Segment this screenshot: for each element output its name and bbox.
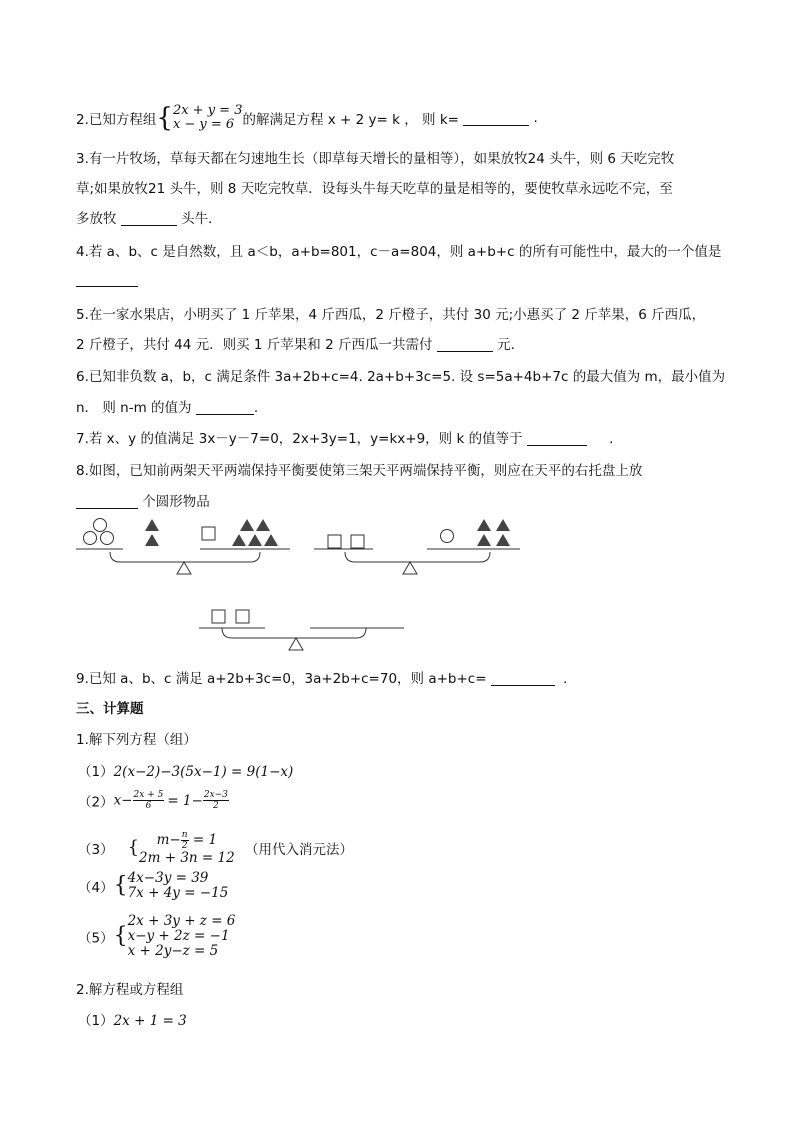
question-2 [76,104,538,134]
q2-eq1: 2x + y = 3 [172,103,243,118]
circle-shape [94,519,107,532]
triangle-shape [248,534,262,546]
calc1-part3 [78,830,353,866]
q4-answer-blank[interactable] [76,272,138,288]
q3-line2: 草;如果放牧21 头牛，则 8 天吃完牧草．设每头牛每天吃草的量是相等的，要使牧草永远吃不完，至 [76,181,673,197]
triangle-shape [496,534,510,546]
triangle-shape [232,534,246,546]
q9-pre: 9.已知 a、b、c 满足 a+2b+3c=0，3a+2b+c=70，则 a+b+c= [76,671,487,687]
fraction: $\frac{2x + 5}{6}$ [133,790,164,811]
triangle-shape [256,519,270,531]
circle-shape [101,532,114,545]
circle-shape [441,530,454,543]
calc1-title: 1.解下列方程（组） [76,732,197,748]
part-label: （4） [78,880,114,896]
q6-line2 [76,396,258,416]
part-label: （5） [78,930,114,947]
calc1-part5 [78,914,235,959]
q6-line1: 6.已知非负数 a，b，c 满足条件 3a+2b+c=4. 2a+b+3c=5. 设 s=5a+4b+7c 的最大值为 m，最小值为 [76,369,726,385]
calc1-part2 [78,790,229,811]
q6-line2-post: . [253,400,259,416]
q5-line2 [76,333,524,353]
q9-post: . [563,671,568,687]
square-shape [351,535,364,548]
calc1-part1 [78,760,293,780]
triangle-shape [477,534,491,546]
q7-pre: 7.若 x、y 的值满足 3x－y－7=0，2x+3y=1，y=kx+9，则 k 的值等于 [76,431,523,447]
part-label: （3） [78,842,114,858]
system: 4x−3y = 39 7x + 4y = −15 [127,870,229,901]
q9-line [76,667,567,687]
system-brace: { [156,103,173,133]
q5-line1: 5.在一家水果店，小明买了 1 斤苹果，4 斤西瓜，2 斤橙子，共付 30 元;小惠买了 2 斤苹果，6 斤西瓜， [76,307,706,323]
q6-answer-blank[interactable] [196,400,254,415]
balance-figure [0,512,794,672]
q3-line3-pre: 多放牧 [76,211,117,227]
q2-answer-blank[interactable] [463,111,529,126]
system-brace: { [113,923,128,949]
q6-line2-pre: n． 则 n-m 的值为 [76,400,192,416]
q5-line2-post: 元． [497,337,525,353]
q9-answer-blank[interactable] [491,671,555,686]
q3-line3-post: 头牛． [181,211,222,227]
q7-post: . [609,431,614,447]
square-shape [212,610,225,623]
calc1-part4 [78,871,228,901]
system: m− $\frac{n}{2}$ = 1 2m + 3n = 12 [139,830,235,866]
balance-2 [314,530,520,575]
q8-line2 [76,490,210,510]
q2-eq2: x − y = 6 [172,117,235,132]
q7-line [76,427,613,447]
q2-prefix: 2.已知方程组 [76,112,157,128]
triangle-shape [145,519,159,531]
q8-answer-blank[interactable] [76,494,138,509]
equation: 2x + 1 = 3 [113,1013,187,1029]
q8-line1: 8.如图，已知前两架天平两端保持平衡要使第三架天平两端保持平衡，则应在天平的右托盘上放 [76,463,643,479]
triangle-shape [496,519,510,531]
method-note: （用代入消元法） [244,842,353,858]
square-shape [236,610,249,623]
triangle-shape [264,534,278,546]
fraction: $\frac{2x-3}{2}$ [203,790,228,811]
part-label: （2） [78,794,114,811]
triangle-shape [145,534,159,546]
calc2-title: 2.解方程或方程组 [76,982,184,998]
eq-text: x− [113,792,133,809]
q5-line2-pre: 2 斤橙子，共付 44 元．则买 1 斤苹果和 2 斤西瓜一共需付 [76,337,433,353]
system-brace: { [127,837,140,858]
calc2-part1 [78,1009,187,1029]
part-label: （1） [78,764,114,780]
eq-text: = 1− [167,792,203,809]
q2-system [173,104,243,132]
q3-answer-blank[interactable] [121,211,177,226]
q5-answer-blank[interactable] [437,337,493,352]
section-heading: 三、计算题 [76,701,144,717]
balance-3 [199,610,404,650]
part-label: （1） [78,1013,114,1029]
q2-suffix: 的解满足方程 x + 2 y= k ， 则 k= [242,112,459,128]
q2-end: . [533,110,538,126]
q3-line3 [76,207,222,227]
q7-answer-blank[interactable] [527,431,587,446]
balance-1 [76,519,290,575]
circle-shape [84,532,97,545]
square-shape [328,535,341,548]
equation: 2(x−2)−3(5x−1) = 9(1−x) [113,764,294,780]
triangle-shape [477,519,491,531]
system-brace: { [113,873,128,898]
q3-line1: 3.有一片牧场，草每天都在匀速地生长（即草每天增长的量相等），如果放牧24 头牛，则 6 天吃完牧 [76,151,675,167]
system: 2x + 3y + z = 6 x−y + 2z = −1 x + 2y−z = 5 [127,913,236,959]
triangle-shape [240,519,254,531]
square-shape [202,527,215,540]
q4-line1: 4.若 a、b、c 是自然数，且 a＜b，a+b=801，c－a=804，则 a+b+c 的所有可能性中，最大的一个值是 [76,244,722,260]
q8-line2-post: 个圆形物品 [142,494,210,510]
